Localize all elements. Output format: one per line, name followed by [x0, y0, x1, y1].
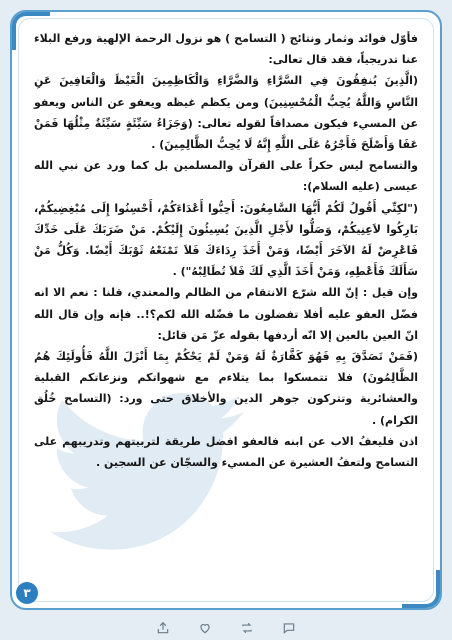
share-icon[interactable] [152, 619, 174, 637]
page-card [10, 10, 442, 610]
reply-icon[interactable] [278, 619, 300, 637]
retweet-icon[interactable] [236, 619, 258, 637]
paragraph-conclusion: اذن فليعفُ الاب عن ابنه فالعفو افضل طريقة لتربيتهم وتدريبهم على التسامح ولتعفُ العشيرة عن المسيء والسجّان عن السجين . [34, 434, 418, 470]
heart-icon[interactable] [194, 619, 216, 637]
page-number-badge: ٣ [16, 582, 38, 604]
article-text [34, 28, 418, 473]
paragraph-retaliation: وإن قيل : إنّ الله شرّع الانتقام من الظالم والمعتدي، قلنا : نعم الا انه فضّل العفو عليه أفلا تفضلون ما فضّله الله لكم؟!.. فإنه وإن قال الله انّ العين بالعين إلا انّه أردفها بقوله عزّ مَن قائل: [34, 286, 418, 342]
tweet-action-bar [0, 616, 452, 640]
paragraph-quran-verse: (الَّذِينَ يُنفِقُونَ فِي السَّرَّاءِ وَالضَّرَّاءِ وَالْكَاظِمِينَ الْغَيْظَ وَالْعَافِينَ عَنِ النَّاسِ وَاللَّهُ يُحِبُّ الْمُحْسِنِينَ) ومن يكظم غيظه ويعفو عن الناس ويعفو عن المسيء فيكون مصداقاً لقوله تعالى: (وَجَزَاءُ سَيِّئَةٍ سَيِّئَةٌ مِثْلُهَا فَمَنْ عَفَا وَأَصْلَحَ فَأَجْرُهُ عَلَى اللَّهِ إِنَّهُ لَا يُحِبُّ الظَّالِمِينَ) . [34, 74, 418, 152]
paragraph-tolerance: والتسامح ليس حكراً على القرآن والمسلمين بل كما ورد عن نبي الله عيسى (عليه السلام): [34, 159, 418, 194]
paragraph-verse-charity: (فَمَنْ تَصَدَّقَ بِهِ فَهُوَ كَفَّارَةٌ لَهُ وَمَنْ لَمْ يَحْكُمْ بِمَا أَنْزَلَ اللَّهُ فَأُولَئِكَ هُمُ الظَّالِمُونَ) فلا تتمسكوا بما يتلاءم مع شهواتكم ونزعاتكم القبلية والعشائرية وتتركون جوهر الدين والأخلاق حتى ورد: (التسامح خُلُق الكرام) . [34, 350, 418, 427]
corner-decoration-bottom-right [402, 570, 442, 610]
paragraph-intro: فأوّل فوائد وثمار ونتائج ( التسامح ) هو نزول الرحمة الإلهية ورفع البلاء عنا تدريجياً، فقد قال تعالى: [34, 32, 418, 67]
paragraph-isa-quote: ("لكِنِّي أَقُولُ لَكُمْ أَيُّهَا السَّامِعُونَ: أَحِبُّوا أَعْدَاءَكُمْ، أَحْسِنُوا إِلَى مُبْغِضِيكُمْ، بَارِكُوا لاَعِنِيكُمْ، وَصَلُّوا لأَجْلِ الَّذِينَ يُسِيئُونَ إِلَيْكُمْ. مَنْ ضَرَبَكَ عَلَى خَدِّكَ فَاعْرِضْ لَهُ الآخَرَ أَيْضًا، وَمَنْ أَخَذَ رِدَاءَكَ فَلاَ تَمْنَعْهُ ثَوْبَكَ أَيْضًا. وَكُلُّ مَنْ سَأَلَكَ فَأَعْطِهِ، وَمَنْ أَخَذَ الَّذِي لَكَ فَلاَ تُطَالِبْهُ") . [34, 201, 418, 279]
